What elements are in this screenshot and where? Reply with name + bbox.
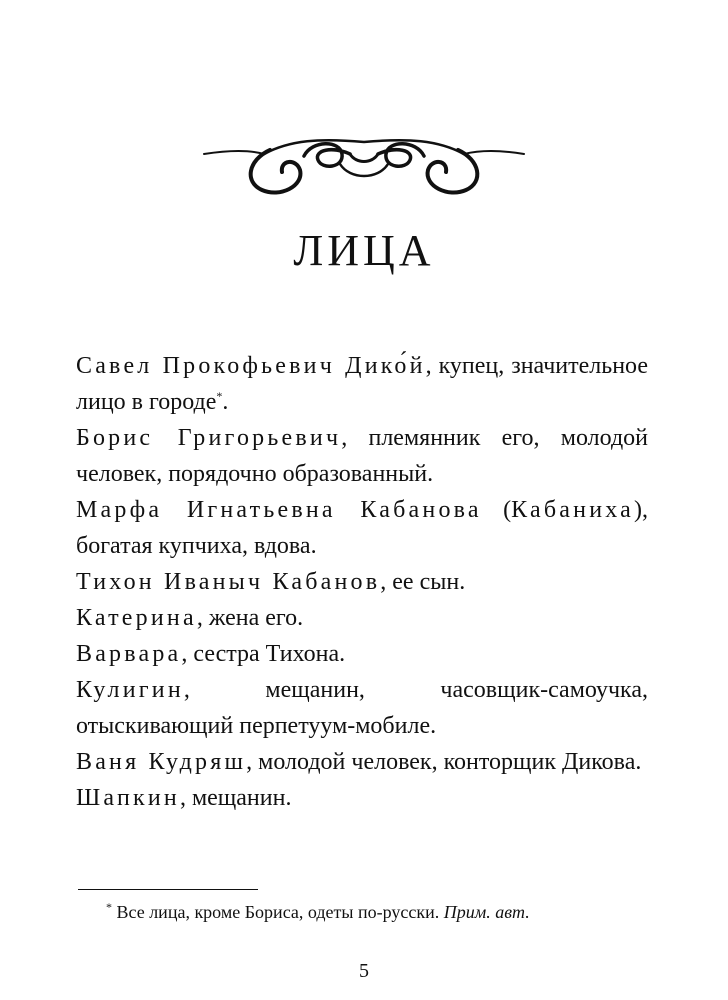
cast-entry (76, 564, 648, 600)
cast-entry (76, 636, 648, 672)
cast-entry (76, 744, 648, 780)
cast-entry: Савел Прокофьевич Дикой, купец, значительное лицо в городе*. (76, 353, 648, 415)
character-description: , купец, значительное лицо в городе (76, 353, 648, 415)
page-number: 5 (359, 960, 369, 982)
footnote (106, 900, 666, 924)
character-name: Ваня Кудряш (76, 749, 247, 775)
page-title: ЛИЦА (293, 226, 435, 275)
character-name: Кулигин (76, 677, 184, 703)
footnote-author-note: Прим. авт. (443, 902, 530, 922)
character-description: , ее сын. (380, 569, 466, 595)
character-name: Тихон Иваныч Кабанов (76, 569, 381, 595)
character-name: Борис Григорьевич (76, 425, 342, 451)
cast-entry (76, 600, 648, 636)
character-description: ), богатая купчиха, вдова. (76, 497, 648, 559)
character-description: , жена его. (196, 605, 304, 631)
cast-entry (76, 420, 648, 492)
character-name: Шапкин (76, 785, 180, 811)
character-description: , мещанин, часовщик-самоучка, отыскивающий перпетуум-мобиле. (76, 677, 648, 739)
cast-entry (76, 780, 648, 816)
character-description: , молодой человек, конторщик Дикова. (246, 749, 642, 775)
footnote-marker: * (216, 389, 223, 403)
flourish-ornament-icon (200, 120, 528, 210)
cast-entry: Марфа Игнатьевна Кабанова (Кабаниха), богатая купчиха, вдова. (76, 497, 648, 559)
footnote-divider (78, 889, 258, 890)
character-description: , племянник его, молодой человек, порядочно образованный. (76, 425, 648, 487)
cast-entry (76, 672, 648, 744)
character-nickname: Кабаниха (511, 497, 634, 523)
footnote-text: Все лица, кроме Бориса, одеты по-русски. (112, 902, 444, 922)
character-name: Марфа Игнатьевна Кабанова (76, 497, 482, 523)
character-name: Савел Прокофьевич Дикой (76, 353, 426, 379)
character-description: , сестра Тихона. (181, 641, 346, 667)
footnote-marker: * (106, 900, 112, 914)
cast-list (76, 348, 648, 816)
character-description: , мещанин. (179, 785, 292, 811)
character-name: Катерина (76, 605, 197, 631)
character-name: Варвара (76, 641, 182, 667)
